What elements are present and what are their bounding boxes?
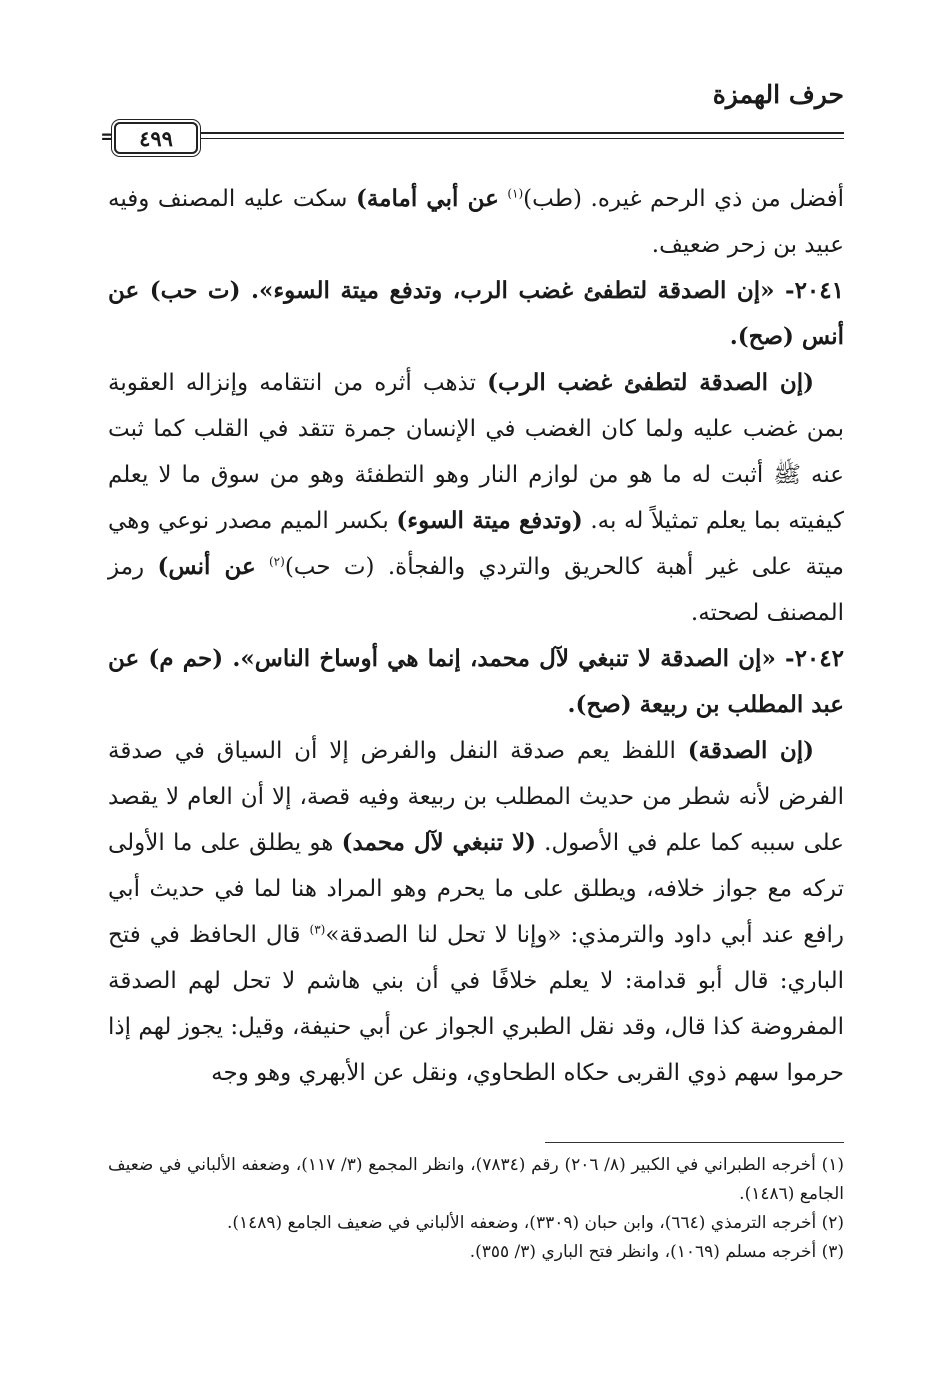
footnote-marker: (٢) [268,554,285,569]
footnote-2: (٢) أخرجه الترمذي (٦٦٤)، وابن حبان (٣٣٠٩)، وضعفه الألباني في ضعيف الجامع (١٤٨٩). [226,1213,844,1233]
paragraph: أفضل من ذي الرحم غيره. (طب)$^{(١)}$ عن أبي أمامة) سكت عليه المصنف وفيه عبيد بن زحر ضعيف. [108,185,844,258]
footnote-3: (٣) أخرجه مسلم (١٠٦٩)، وانظر فتح الباري (٣/ ٣٥٥). [469,1242,844,1262]
header-rule-line [200,132,844,134]
footnote-separator [545,1142,844,1143]
footnotes [108,1151,844,1267]
footnote-1: (١) أخرجه الطبراني في الكبير (٨/ ٢٠٦) رقم (٧٨٣٤)، وانظر المجمع (٣/ ١١٧)، وضعفه الألباني في ضعيف الجامع (١٤٨٦). [108,1155,844,1204]
header-rule-line-thin [200,138,844,139]
footnote-marker: (٣) [309,922,326,937]
footnote-marker: (١) [507,186,524,201]
hadith-2042: ٢٠٤٢- «إن الصدقة لا تنبغي لآل محمد، إنما هي أوساخ الناس». (حم م) عن عبد المطلب بن ربيعة (صح). [108,645,844,718]
running-title: حرف الهمزة [712,80,844,109]
hadith-2041: ٢٠٤١- «إن الصدقة لتطفئ غضب الرب، وتدفع ميتة السوء». (ت حب) عن أنس (صح). [108,277,844,350]
main-text [108,176,844,1096]
equals-mark: = [100,124,117,148]
commentary-paragraph: (إن الصدقة) اللفظ يعم صدقة النفل والفرض إلا أن السياق في صدقة الفرض لأنه شطر من حديث المطلب بن ربيعة وفيه قصة، إلا أن العام لا يقصد على سببه كما علم في الأصول. (لا تنبغي لآل محمد) هو يطلق على ما الأولى تركه مع جواز خلافه، ويطلق على ما يحرم وهو المراد هنا لما في حديث أبي رافع عند أبي داود والترمذي: «وإنا لا تحل لنا الصدقة»$^{(٣)}$ قال الحافظ في فتح الباري: قال أبو قدامة: لا يعلم خلافًا في أن بني هاشم لا تحل لهم الصدقة المفروضة كذا قال، وقد نقل الطبري الجواز عن أبي حنيفة، وقيل: يجوز لهم إذا حرموا سهم ذوي القربى حكاه الطحاوي، ونقل عن الأبهري وهو وجه [108,737,844,1086]
header-rule [100,122,844,152]
page-number: ٤٩٩ [114,122,198,154]
commentary-paragraph: (إن الصدقة لتطفئ غضب الرب) تذهب أثره من انتقامه وإنزاله العقوبة بمن غضب عليه ولما كان الغضب في الإنسان جمرة تتقد في القلب كما ثبت عنه ﷺ أثبت له ما هو من لوازم النار وهو التطفئة وهو من سوق ما لا يعلم كيفيته بما يعلم تمثيلاً له به. (وتدفع ميتة السوء) بكسر الميم مصدر نوعي وهي ميتة على غير أهبة كالحريق والتردي والفجأة. (ت حب)$^{(٢)}$ عن أنس) رمز المصنف لصحته. [108,369,845,626]
